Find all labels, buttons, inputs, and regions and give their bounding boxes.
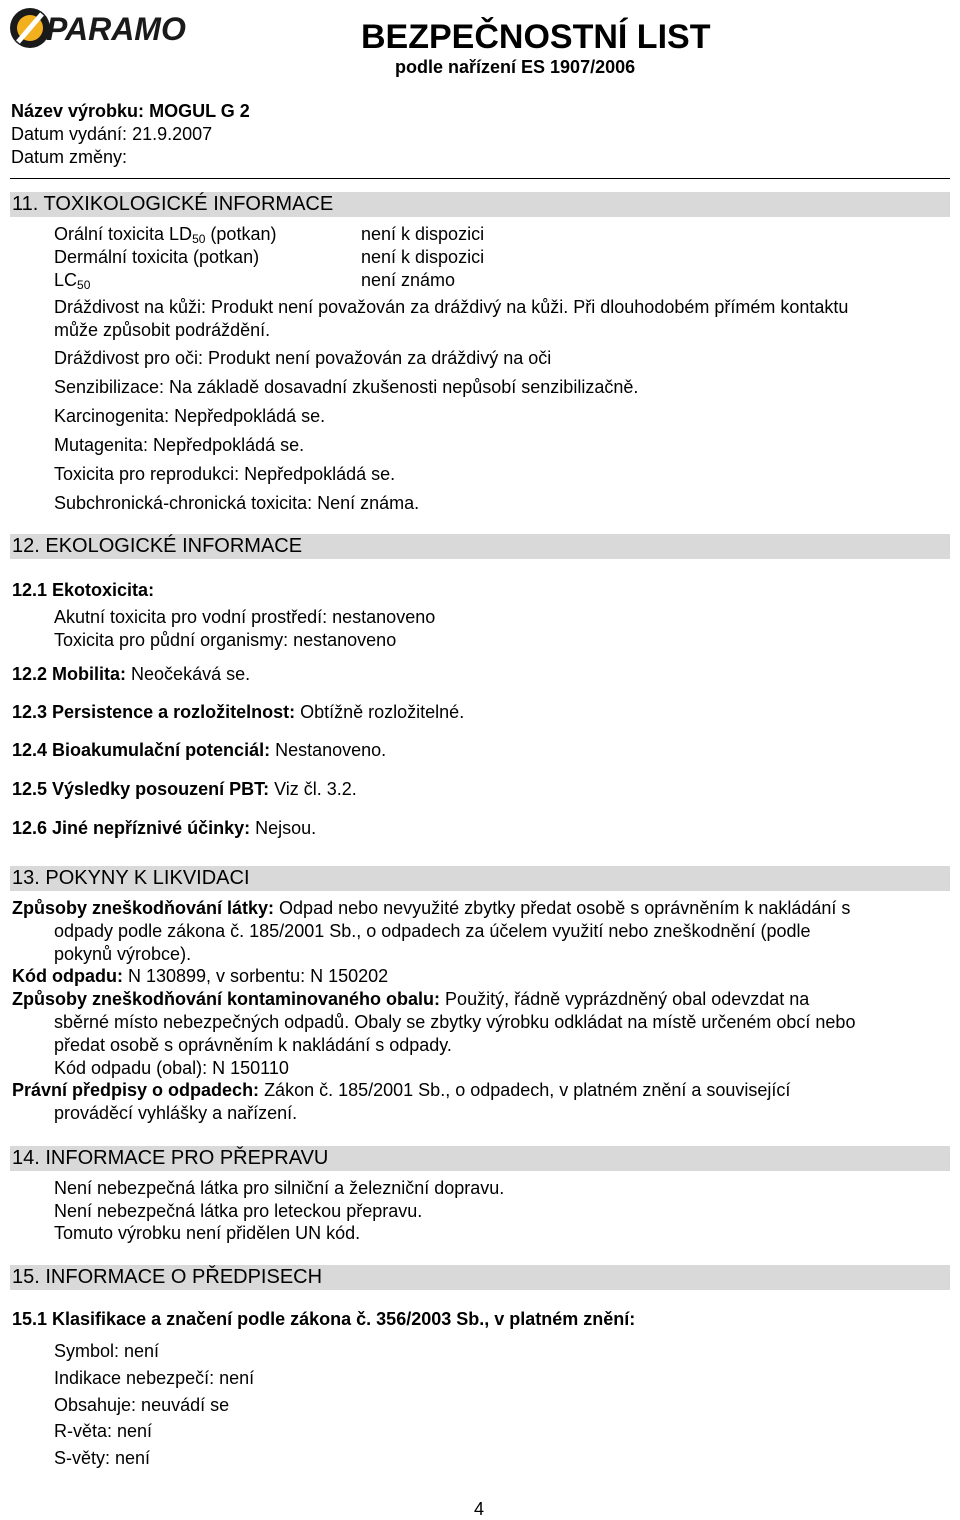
contains-line: Obsahuje: neuvádí se	[54, 1395, 230, 1415]
eye-irritation: Dráždivost pro oči: Produkt není považován za dráždivý na oči	[54, 348, 552, 368]
section-11-heading: 11. TOXIKOLOGICKÉ INFORMACE	[10, 192, 950, 217]
paramo-logo	[8, 2, 208, 54]
oral-toxicity-value: není k dispozici	[361, 224, 485, 244]
transport-un-code: Tomuto výrobku není přidělen UN kód.	[54, 1223, 361, 1243]
disposal-substance-line-3: pokynů výrobce).	[54, 944, 192, 964]
other-effects-line: 12.6 Jiné nepříznivé účinky: Nejsou.	[12, 818, 317, 838]
disposal-packaging-line-1: Způsoby zneškodňování kontaminovaného obalu: Použitý, řádně vyprázdněný obal odevzdat na	[12, 989, 810, 1009]
hazard-indication-line: Indikace nebezpečí: není	[54, 1368, 255, 1388]
packaging-waste-code: Kód odpadu (obal): N 150110	[54, 1058, 289, 1078]
product-label: Název výrobku:	[11, 101, 145, 121]
skin-irritation-line-2: může způsobit podráždění.	[54, 320, 271, 340]
section-14-heading: 14. INFORMACE PRO PŘEPRAVU	[10, 1146, 950, 1171]
soil-toxicity: Toxicita pro půdní organismy: nestanoveno	[54, 630, 397, 650]
waste-regulations-line-2: prováděcí vyhlášky a nařízení.	[54, 1103, 298, 1123]
waste-regulations-line-1: Právní předpisy o odpadech: Zákon č. 185/2001 Sb., o odpadech, v platném znění a související	[12, 1080, 791, 1100]
aquatic-toxicity: Akutní toxicita pro vodní prostředí: nestanoveno	[54, 607, 436, 627]
change-date-label: Datum změny:	[11, 147, 128, 167]
disposal-substance-line-1: Způsoby zneškodňování látky: Odpad nebo nevyužité zbytky předat osobě s oprávněním k nakládání s	[12, 898, 851, 918]
issue-label: Datum vydání:	[11, 124, 128, 144]
disposal-packaging-line-3: předat osobě s oprávněním k nakládání s odpady.	[54, 1035, 452, 1055]
section-15-heading: 15. INFORMACE O PŘEDPISECH	[10, 1265, 950, 1290]
section-13-heading: 13. POKYNY K LIKVIDACI	[10, 866, 950, 891]
oral-toxicity-label: Orální toxicita $LD_{50}$ (potkan)	[54, 224, 277, 246]
waste-code-line: Kód odpadu: N 130899, v sorbentu: N 150202	[12, 966, 389, 986]
transport-air: Není nebezpečná látka pro leteckou přepravu.	[54, 1201, 423, 1221]
product-name: MOGUL G 2	[149, 101, 250, 121]
pbt-line: 12.5 Výsledky posouzení PBT: Viz čl. 3.2.	[12, 779, 357, 799]
dermal-toxicity-value: není k dispozici	[361, 247, 485, 267]
disposal-packaging-line-2: sběrné místo nebezpečných odpadů. Obaly se zbytky výrobku odkládat na místě určeném obcí nebo	[54, 1012, 856, 1032]
logo-text: PARAMO	[46, 11, 186, 47]
issue-date-line	[11, 124, 212, 145]
classification-heading: 15.1 Klasifikace a značení podle zákona č. 356/2003 Sb., v platném znění:	[12, 1309, 636, 1329]
product-name-line	[11, 101, 250, 122]
transport-road-rail: Není nebezpečná látka pro silniční a železniční dopravu.	[54, 1178, 505, 1198]
issue-date: 21.9.2007	[132, 124, 213, 144]
disposal-substance-line-2: odpady podle zákona č. 185/2001 Sb., o odpadech za účelem využití nebo zneškodnění (podle	[54, 921, 811, 941]
sensitisation: Senzibilizace: Na základě dosavadní zkušenosti nepůsobí senzibilizačně.	[54, 377, 639, 397]
header-divider	[10, 178, 950, 179]
mobility-line: 12.2 Mobilita: Neočekává se.	[12, 664, 251, 684]
carcinogenicity: Karcinogenita: Nepředpokládá se.	[54, 406, 326, 426]
chronic-toxicity: Subchronická-chronická toxicita: Není známa.	[54, 493, 420, 513]
symbol-line: Symbol: není	[54, 1341, 160, 1361]
ecotoxicity-heading: 12.1 Ekotoxicita:	[12, 580, 155, 600]
persistence-line: 12.3 Persistence a rozložitelnost: Obtížně rozložitelné.	[12, 702, 465, 722]
page-number: 4	[474, 1499, 485, 1519]
bioaccumulation-line: 12.4 Bioakumulační potenciál: Nestanoveno.	[12, 740, 387, 760]
mutagenicity: Mutagenita: Nepředpokládá se.	[54, 435, 305, 455]
document-title: BEZPEČNOSTNÍ LIST	[361, 18, 711, 56]
s-phrases-line: S-věty: není	[54, 1448, 151, 1468]
section-12-heading: 12. EKOLOGICKÉ INFORMACE	[10, 534, 950, 559]
skin-irritation-line-1: Dráždivost na kůži: Produkt není považován za dráždivý na kůži. Při dlouhodobém přímém kontaktu	[54, 297, 849, 317]
lc50-label: $LC_{50}$	[54, 270, 91, 292]
r-phrases-line: R-věta: není	[54, 1421, 153, 1441]
dermal-toxicity-label: Dermální toxicita (potkan)	[54, 247, 260, 267]
reproductive-toxicity: Toxicita pro reprodukci: Nepředpokládá se.	[54, 464, 396, 484]
lc50-value: není známo	[361, 270, 456, 290]
document-subtitle: podle nařízení ES 1907/2006	[395, 57, 636, 77]
